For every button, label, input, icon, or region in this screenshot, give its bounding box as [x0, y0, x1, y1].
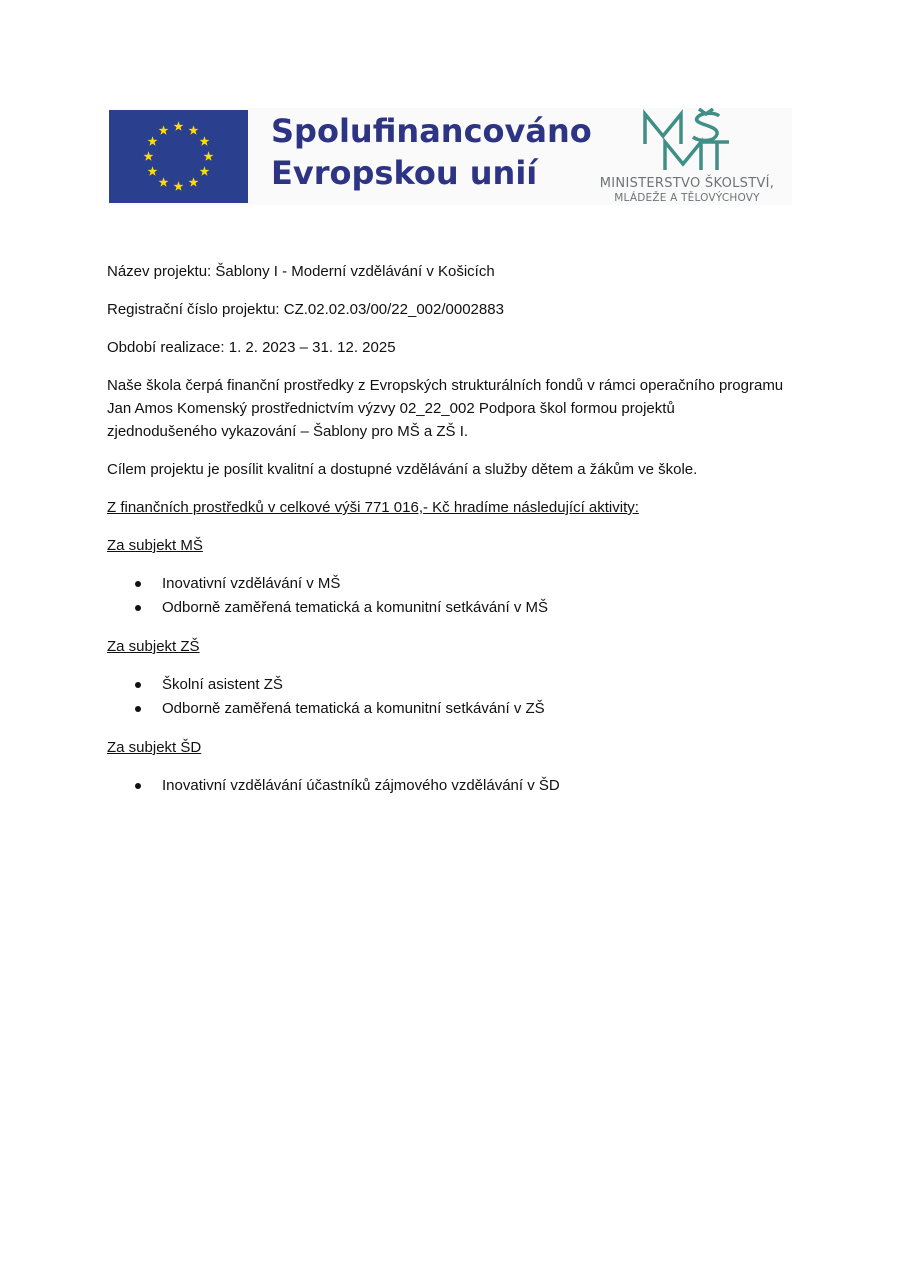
activity-list [107, 774, 807, 798]
intro-paragraph [107, 374, 807, 443]
funding-statement: Z finančních prostředků v celkové výši 771 016,- Kč hradíme následující aktivity: [107, 499, 639, 516]
bullet-icon [135, 682, 141, 688]
section-heading: Za subjekt MŠ [107, 537, 203, 554]
eu-star-icon [159, 125, 169, 134]
document-body [107, 260, 807, 813]
eu-star-icon [174, 181, 184, 190]
list-item [107, 673, 807, 697]
activity-list [107, 572, 807, 620]
intro-line: Naše škola čerpá finanční prostředky z Evropských strukturálních fondů v rámci operačního programu [107, 377, 784, 394]
msmt-monogram-icon [635, 108, 735, 174]
msmt-name-line1: MINISTERSTVO ŠKOLSTVÍ, [599, 176, 775, 191]
section-ms [107, 534, 807, 620]
activity-list [107, 673, 807, 721]
bullet-icon [135, 706, 141, 712]
eu-cofunding-text [271, 110, 592, 194]
eu-star-icon [200, 136, 210, 145]
eu-text-line1: Spolufinancováno [271, 112, 592, 150]
section-heading: Za subjekt ŠD [107, 739, 202, 756]
list-item [107, 572, 807, 596]
list-item-text: Inovativní vzdělávání účastníků zájmového vzdělávání v ŠD [162, 777, 560, 794]
section-sd [107, 736, 807, 798]
eu-star-icon [148, 166, 158, 175]
realization-period: Období realizace: 1. 2. 2023 – 31. 12. 2025 [107, 339, 396, 356]
msmt-logo [587, 108, 787, 205]
msmt-name-line2: MLÁDEŽE A TĚLOVÝCHOVY [614, 192, 760, 204]
intro-line: Jan Amos Komenský prostřednictvím výzvy 02_22_002 Podpora škol formou projektů [107, 400, 675, 417]
eu-star-icon [148, 136, 158, 145]
eu-star-icon [204, 151, 214, 160]
list-item [107, 774, 807, 798]
registration-number: Registrační číslo projektu: CZ.02.02.03/00/22_002/0002883 [107, 301, 504, 318]
bullet-icon [135, 783, 141, 789]
bullet-icon [135, 581, 141, 587]
bullet-icon [135, 605, 141, 611]
list-item-text: Inovativní vzdělávání v MŠ [162, 575, 341, 592]
list-item-text: Školní asistent ZŠ [162, 676, 283, 693]
list-item [107, 596, 807, 620]
section-zs [107, 635, 807, 721]
list-item-text: Odborně zaměřená tematická a komunitní setkávání v ZŠ [162, 700, 545, 717]
goal-paragraph: Cílem projektu je posílit kvalitní a dostupné vzdělávání a služby dětem a žákům ve škole. [107, 461, 698, 478]
eu-flag-icon [109, 110, 248, 203]
project-name: Název projektu: Šablony I - Moderní vzdělávání v Košicích [107, 263, 495, 280]
header-banner [109, 108, 792, 205]
eu-star-icon [200, 166, 210, 175]
list-item [107, 697, 807, 721]
eu-star-icon [159, 177, 169, 186]
section-heading: Za subjekt ZŠ [107, 638, 200, 655]
eu-star-icon [174, 121, 184, 130]
intro-line: zjednodušeného vykazování – Šablony pro MŠ a ZŠ I. [107, 423, 469, 440]
list-item-text: Odborně zaměřená tematická a komunitní setkávání v MŠ [162, 599, 549, 616]
eu-star-icon [144, 151, 154, 160]
eu-text-line2: Evropskou unií [271, 154, 538, 192]
eu-star-icon [189, 125, 199, 134]
eu-star-icon [189, 177, 199, 186]
eu-flag-logo [109, 110, 248, 203]
